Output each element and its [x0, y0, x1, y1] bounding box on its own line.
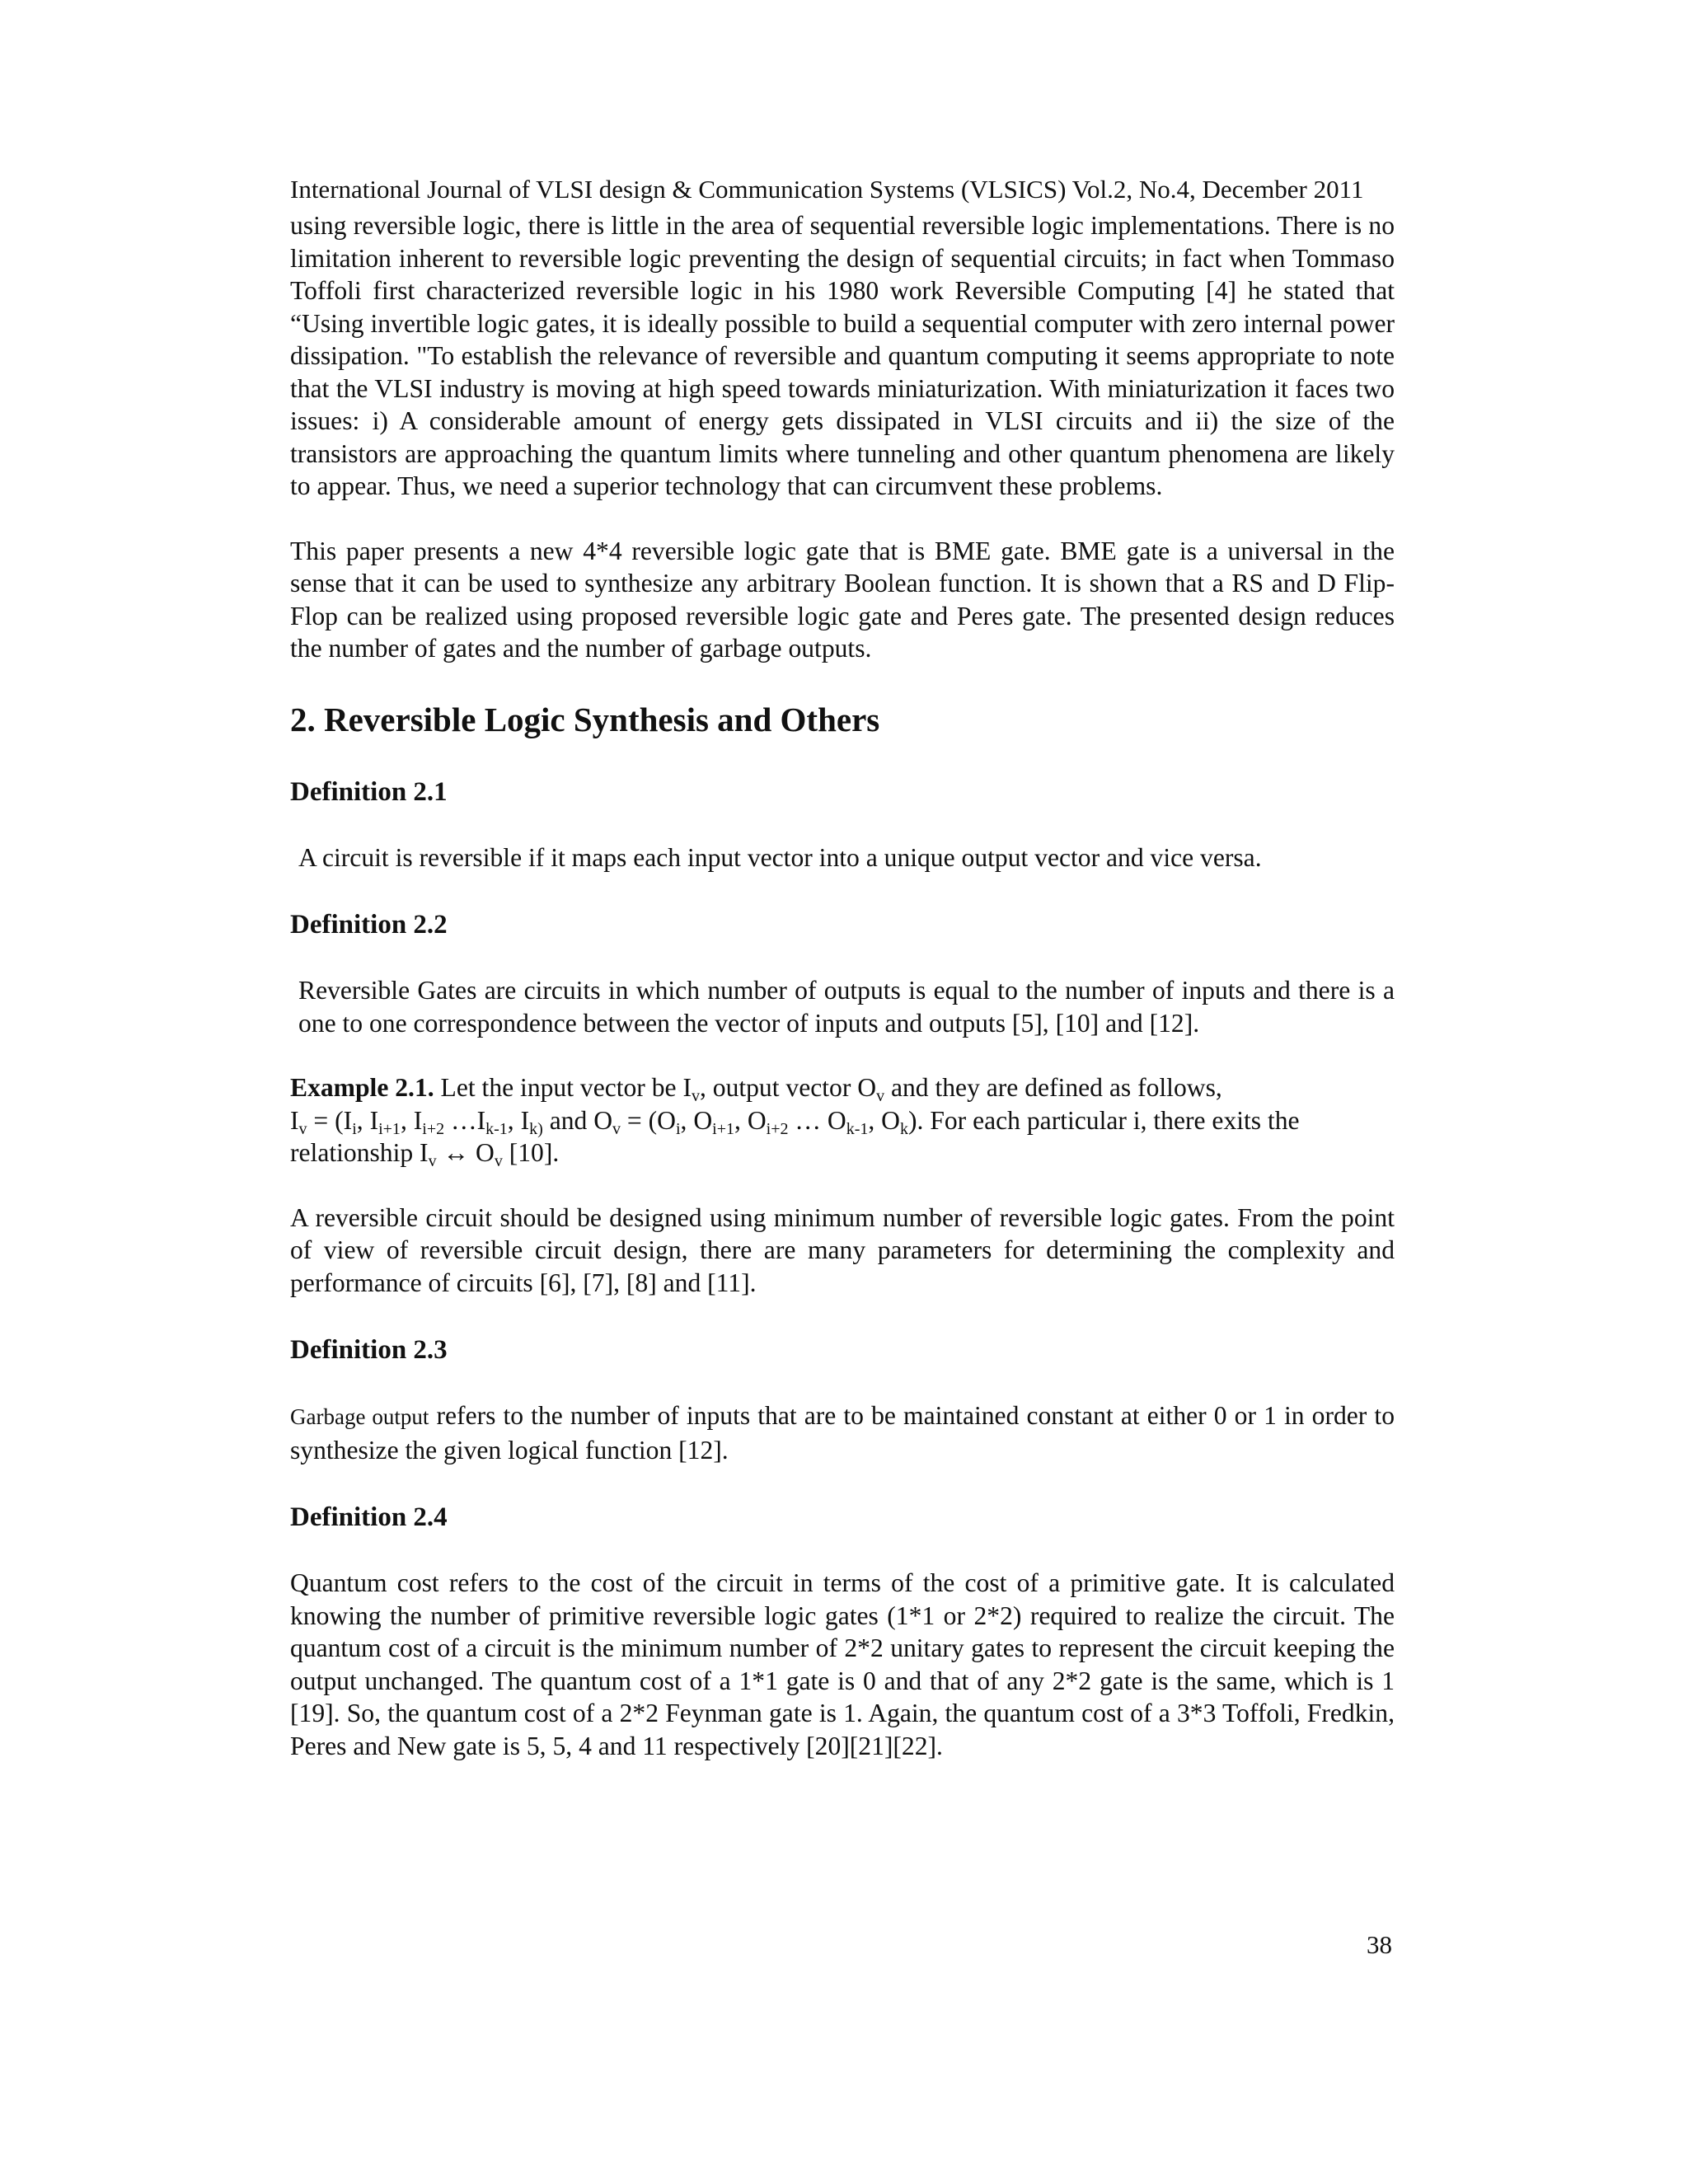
equation-text: , O: [680, 1105, 713, 1135]
subscript: v: [428, 1152, 437, 1170]
definition-2-4-text: Quantum cost refers to the cost of the circuit in terms of the cost of a primitive gate. It is calculated knowing the number of primitive reversible logic gates (1*1 or 2*2) required to realize the circuit. The quantum cost of a circuit is the minimum number of 2*2 unitary gates to represent the circuit keeping the output unchanged. The quantum cost of a 1*1 gate is 0 and that of any 2*2 gate is the same, which is 1 [19]. So, the quantum cost of a 2*2 Feynman gate is 1. Again, the quantum cost of a 3*3 Toffoli, Fredkin, Peres and New gate is 5, 5, 4 and 11 respectively [20][21][22].: [290, 1568, 1395, 1760]
definition-2-2-text: [290, 974, 1395, 1039]
definition-2-2-title: Definition 2.2: [290, 910, 448, 940]
equation-text: = (I: [307, 1105, 353, 1135]
example-text: Let the input vector be I: [434, 1073, 692, 1102]
equation-text: , O: [734, 1105, 767, 1135]
design-paragraph: A reversible circuit should be designed using minimum number of reversible logic gates. From the point of view of reversible circuit design, there are many parameters for determining the complexity and performance of circuits [6], [7], [8] and [11].: [290, 1202, 1395, 1297]
equation-text: = (O: [621, 1105, 676, 1135]
subscript: k-1: [485, 1119, 508, 1138]
example-label: Example 2.1.: [290, 1073, 434, 1102]
intro-paragraph-1: using reversible logic, there is little in the area of sequential reversible logic implementations. There is no limitation inherent to reversible logic preventing the design of sequential circuits; in fact when Tommaso Toffoli first characterized reversible logic in his 1980 work Reversible Computing [4] he stated that “Using invertible logic gates, it is ideally possible to build a sequential computer with zero internal power dissipation. "To establish the relevance of reversible and quantum computing it seems appropriate to note that the VLSI industry is moving at high speed towards miniaturization. With miniaturization it faces two issues: i) A considerable amount of energy gets dissipated in VLSI circuits and ii) the size of the transistors are approaching the quantum limits where tunneling and other quantum phenomena are likely to appear. Thus, we need a superior technology that can circumvent these problems.: [290, 211, 1395, 500]
subscript: k): [529, 1119, 543, 1138]
page-number: 38: [1367, 1930, 1392, 1959]
subscript: k-1: [846, 1119, 869, 1138]
intro-paragraph-2: This paper presents a new 4*4 reversible logic gate that is BME gate. BME gate is a universal in the sense that it can be used to synthesize any arbitrary Boolean function. It is shown that a RS and D Flip-Flop can be realized using proposed reversible logic gate and Peres gate. The presented design reduces the number of gates and the number of garbage outputs.: [290, 536, 1395, 663]
definition-2-3-text: [290, 1399, 1395, 1466]
subscript: v: [494, 1152, 503, 1170]
subscript: v: [612, 1119, 621, 1138]
equation-text: , I: [356, 1105, 379, 1135]
subscript: k: [900, 1119, 908, 1138]
subscript: i: [675, 1119, 681, 1138]
subscript: i+2: [422, 1119, 445, 1138]
garbage-output-term: Garbage output: [290, 1404, 429, 1429]
equation-text: , O: [868, 1105, 900, 1135]
subscript: i+2: [766, 1119, 789, 1138]
equation-text: I: [290, 1105, 299, 1135]
example-text: and they are defined as follows,: [884, 1073, 1222, 1102]
section-heading: 2. Reversible Logic Synthesis and Others: [290, 700, 880, 738]
definition-2-4-title: Definition 2.4: [290, 1502, 448, 1532]
page-body: [290, 173, 1395, 1762]
definition-2-1-text: A circuit is reversible if it maps each input vector into a unique output vector and vice versa.: [298, 842, 1262, 872]
subscript: i: [352, 1119, 357, 1138]
relationship-text: [10].: [502, 1138, 560, 1167]
subscript: i+1: [378, 1119, 401, 1138]
running-header: International Journal of VLSI design & Communication Systems (VLSICS) Vol.2, No.4, December 2011: [290, 175, 1364, 204]
equation-text: , I: [507, 1105, 530, 1135]
definition-2-2-body: Reversible Gates are circuits in which number of outputs is equal to the number of inputs and there is a one to one correspondence between the vector of inputs and outputs [5], [10] and [12].: [298, 976, 1395, 1038]
subscript: v: [691, 1087, 700, 1105]
equation-text: , I: [400, 1105, 423, 1135]
example-text: , output vector O: [699, 1073, 877, 1102]
subscript: i+1: [712, 1119, 735, 1138]
equation-text: ). For each particular i, there exits the: [908, 1105, 1300, 1135]
definition-2-1-title: Definition 2.1: [290, 776, 448, 807]
equation-text: …I: [444, 1105, 486, 1135]
equation-text: … O: [788, 1105, 846, 1135]
subscript: v: [876, 1087, 885, 1105]
equation-text: and O: [542, 1105, 613, 1135]
relationship-arrow: ↔ O: [436, 1138, 495, 1167]
definition-2-3-body: refers to the number of inputs that are to be maintained constant at either 0 or 1 in order to synthesize the given logical function [12].: [290, 1401, 1395, 1465]
definition-2-3-title: Definition 2.3: [290, 1335, 448, 1365]
subscript: v: [298, 1119, 307, 1138]
example-2-1: [290, 1071, 1395, 1169]
relationship-text: relationship I: [290, 1138, 429, 1167]
